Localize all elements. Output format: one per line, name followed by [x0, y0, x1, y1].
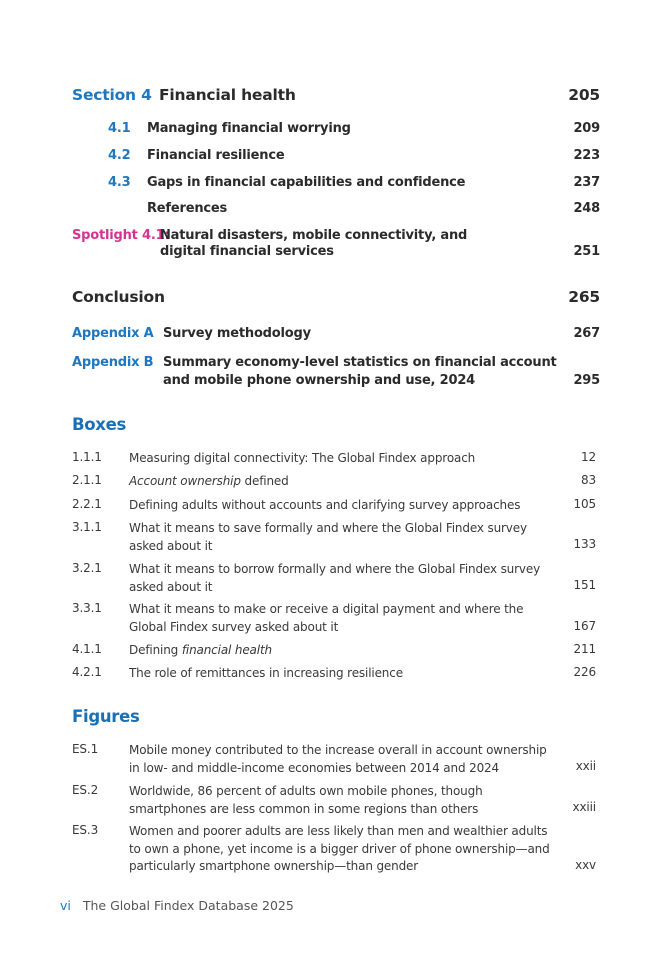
toc-references[interactable]	[72, 201, 600, 219]
publication-title: The Global Findex Database 2025	[82, 898, 294, 913]
figure-page: xxiii	[572, 800, 596, 814]
figure-title: Mobile money contributed to the increase overall in account ownership in low- and middle-income economies between 2014 and 2024	[129, 743, 547, 775]
page-footer	[60, 898, 294, 913]
box-page: 167	[573, 619, 596, 633]
box-entry[interactable]	[72, 561, 600, 597]
box-page: 83	[581, 473, 596, 487]
box-number: 4.2.1	[72, 665, 102, 679]
appendix-label: Appendix B	[72, 355, 154, 370]
section-page: 205	[568, 86, 600, 104]
appendix-title-line1: Summary economy-level statistics on financial account	[163, 355, 557, 370]
box-entry[interactable]	[72, 520, 600, 556]
box-entry[interactable]	[72, 450, 600, 468]
subsection-number: 4.3	[108, 175, 131, 190]
box-title: What it means to borrow formally and where the Global Findex survey asked about it	[129, 562, 541, 594]
box-number: 1.1.1	[72, 450, 102, 464]
figure-number: ES.3	[72, 823, 99, 837]
conclusion-title: Conclusion	[72, 288, 165, 306]
box-number: 3.3.1	[72, 601, 102, 615]
references-page: 248	[573, 201, 600, 216]
references-title: References	[147, 201, 228, 216]
box-entry[interactable]	[72, 642, 600, 660]
box-number: 3.1.1	[72, 520, 102, 534]
box-title: The role of remittances in increasing resilience	[129, 666, 403, 680]
figure-page: xxv	[575, 858, 596, 872]
section-title: Financial health	[159, 86, 296, 104]
toc-conclusion[interactable]	[72, 288, 600, 310]
figure-page: xxii	[575, 759, 596, 773]
box-title: What it means to save formally and where the Global Findex survey asked about it	[129, 521, 527, 553]
toc-subsection[interactable]	[72, 148, 600, 166]
subsection-title: Financial resilience	[147, 148, 285, 163]
box-page: 12	[581, 450, 596, 464]
box-entry[interactable]	[72, 665, 600, 683]
spotlight-title-line1: Natural disasters, mobile connectivity, and	[160, 228, 468, 243]
toc-subsection[interactable]	[72, 121, 600, 139]
box-number: 2.1.1	[72, 473, 102, 487]
box-page: 151	[573, 578, 596, 592]
toc-appendix-b[interactable]	[72, 355, 600, 391]
toc-appendix-a[interactable]	[72, 326, 600, 344]
figures-heading: Figures	[72, 707, 140, 726]
toc-section-4[interactable]	[72, 86, 600, 108]
subsection-number: 4.1	[108, 121, 131, 136]
spotlight-title-line2: digital financial services	[160, 244, 334, 259]
page-number: vi	[60, 898, 71, 913]
appendix-title-line2: and mobile phone ownership and use, 2024	[163, 373, 476, 388]
box-page: 226	[573, 665, 596, 679]
appendix-title: Survey methodology	[163, 326, 311, 341]
subsection-title: Managing financial worrying	[147, 121, 351, 136]
subsection-page: 237	[573, 175, 600, 190]
box-title: Measuring digital connectivity: The Global Findex approach	[129, 451, 476, 465]
figure-number: ES.2	[72, 783, 99, 797]
box-entry[interactable]	[72, 473, 600, 491]
spotlight-label: Spotlight 4.1:	[72, 228, 170, 243]
figure-title: Women and poorer adults are less likely than men and wealthier adults to own a phone, yet income is a bigger driver of phone ownership—and particularly smartphone ownership—than gender	[129, 824, 550, 873]
subsection-title: Gaps in financial capabilities and confidence	[147, 175, 466, 190]
subsection-page: 209	[573, 121, 600, 136]
box-title: Defining financial health	[129, 643, 272, 657]
box-page: 133	[573, 537, 596, 551]
box-page: 105	[573, 497, 596, 511]
spotlight-page: 251	[573, 244, 600, 259]
section-label: Section 4	[72, 86, 152, 104]
box-title: What it means to make or receive a digital payment and where the Global Findex survey asked about it	[129, 602, 524, 634]
box-number: 3.2.1	[72, 561, 102, 575]
appendix-page: 267	[573, 326, 600, 341]
figure-number: ES.1	[72, 742, 99, 756]
box-number: 2.2.1	[72, 497, 102, 511]
subsection-number: 4.2	[108, 148, 131, 163]
box-title: Defining adults without accounts and clarifying survey approaches	[129, 498, 521, 512]
box-title: Account ownership defined	[129, 474, 289, 488]
box-entry[interactable]	[72, 497, 600, 515]
conclusion-page: 265	[568, 288, 600, 306]
boxes-heading: Boxes	[72, 415, 127, 434]
toc-subsection[interactable]	[72, 175, 600, 193]
figure-entry[interactable]	[72, 783, 600, 819]
appendix-label: Appendix A	[72, 326, 154, 341]
figure-title: Worldwide, 86 percent of adults own mobile phones, though smartphones are less common in some regions than others	[129, 784, 483, 816]
box-entry[interactable]	[72, 601, 600, 637]
figure-entry[interactable]	[72, 823, 600, 877]
box-number: 4.1.1	[72, 642, 102, 656]
box-page: 211	[573, 642, 596, 656]
appendix-page: 295	[573, 373, 600, 388]
subsection-page: 223	[573, 148, 600, 163]
figure-entry[interactable]	[72, 742, 600, 778]
toc-spotlight[interactable]	[72, 228, 600, 264]
